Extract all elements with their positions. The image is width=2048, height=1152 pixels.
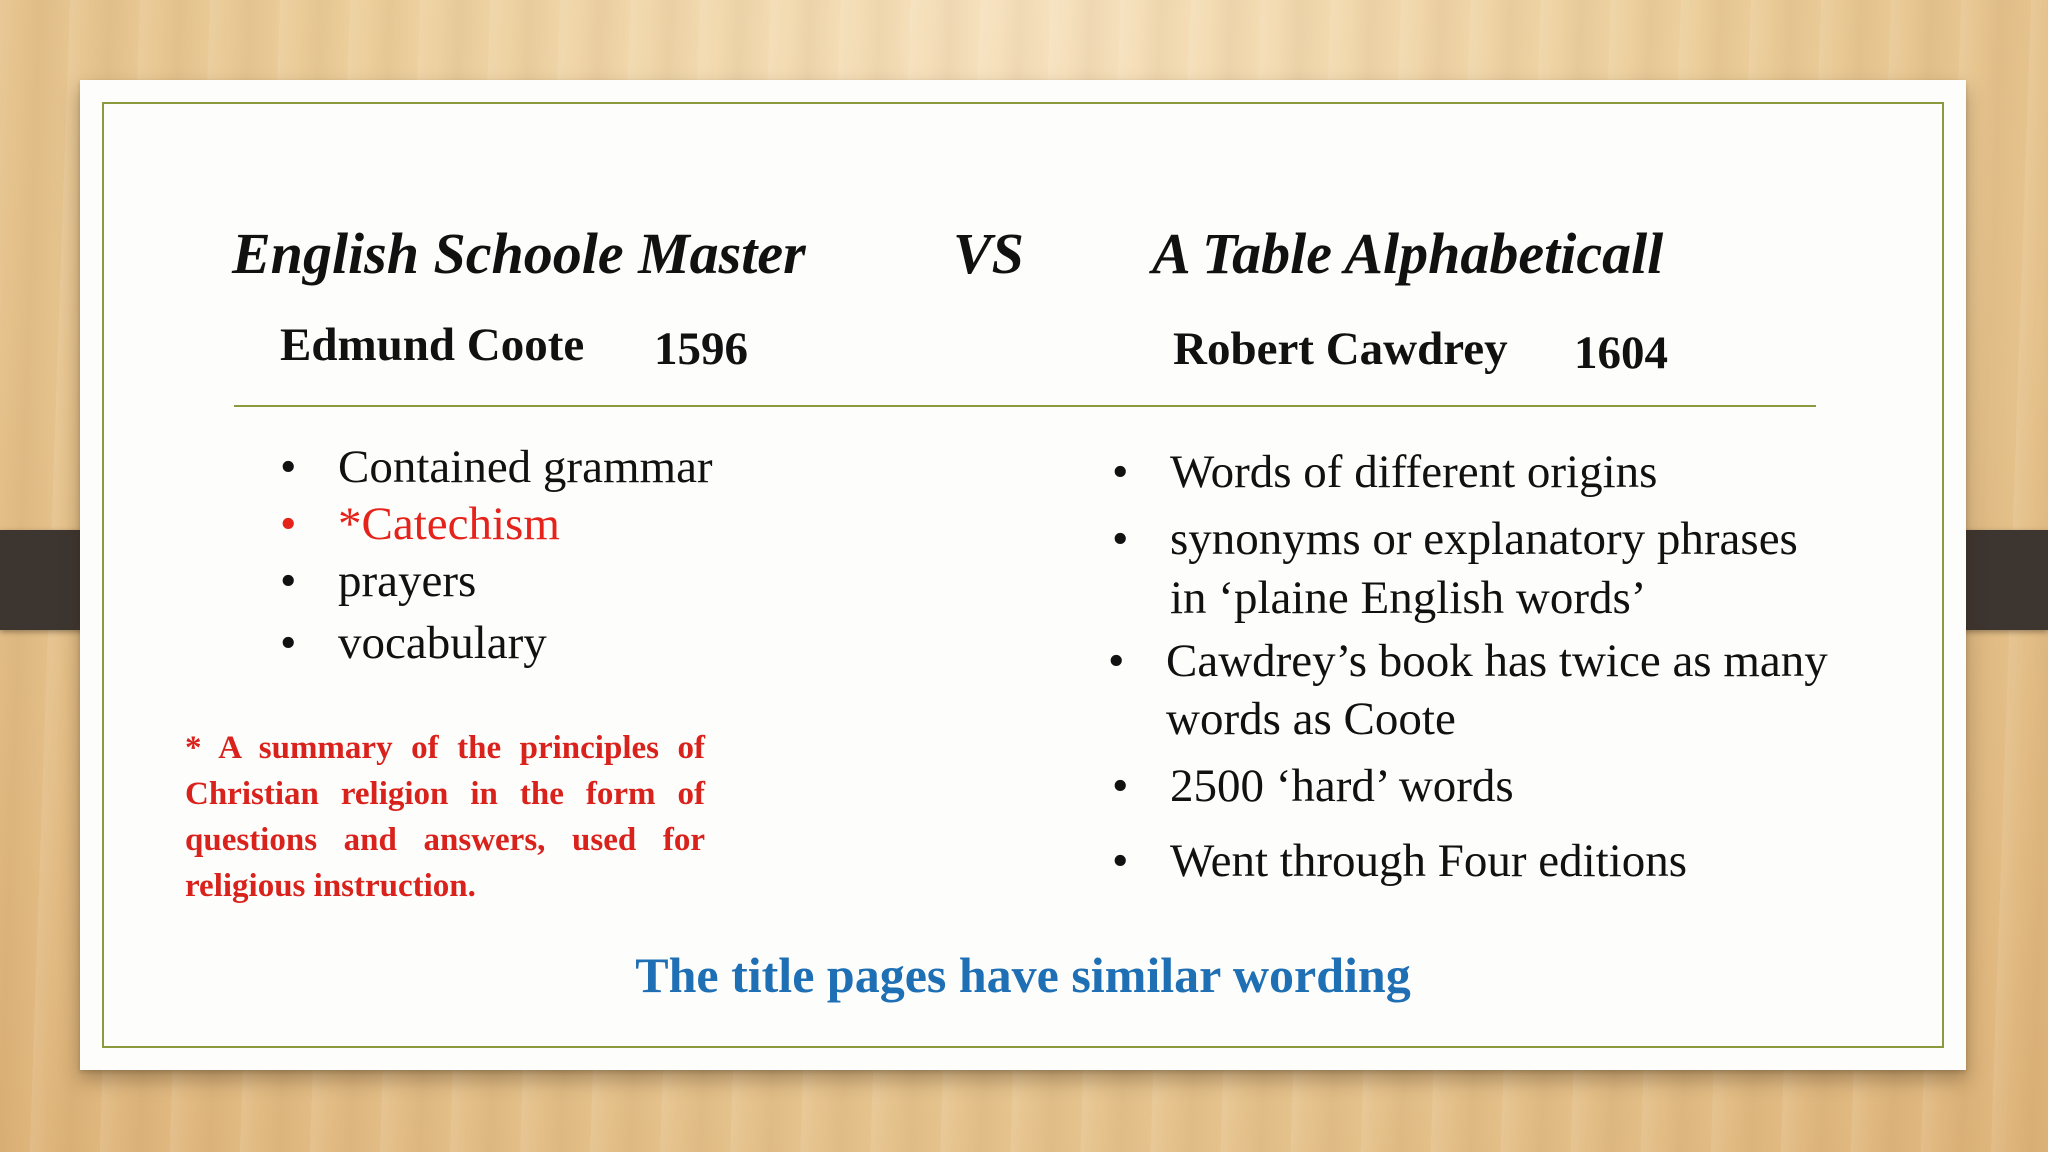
right-year: 1604 <box>1574 327 1668 379</box>
list-item-text: words as Coote <box>1166 693 1456 745</box>
bullet-icon: • <box>280 555 297 607</box>
bullet-icon: • <box>1112 760 1129 812</box>
bullet-icon: • <box>280 617 297 669</box>
list-item-text: 2500 ‘hard’ words <box>1170 760 1514 812</box>
bullet-icon: • <box>1112 513 1129 565</box>
list-item-text: Cawdrey’s book has twice as many <box>1166 635 1828 687</box>
bullet-icon: • <box>280 441 297 493</box>
right-author: Robert Cawdrey <box>1173 323 1508 375</box>
left-book-title: English Schoole Master <box>232 221 806 286</box>
list-item-text: prayers <box>338 555 477 607</box>
left-year: 1596 <box>654 323 748 375</box>
slide-footer: The title pages have similar wording <box>635 947 1411 1003</box>
header-divider <box>234 405 1816 407</box>
bullet-icon: • <box>1112 835 1129 887</box>
list-item-text: in ‘plaine English words’ <box>1170 572 1647 624</box>
bullet-icon: • <box>280 498 297 550</box>
versus-label: VS <box>953 221 1024 286</box>
list-item-text: Contained grammar <box>338 441 713 493</box>
list-item-text: synonyms or explanatory phrases <box>1170 513 1798 565</box>
catechism-footnote: * A summary of the principles of Christian religion in the form of questions and answers, used for religious instruction. <box>185 730 705 904</box>
slide-card <box>80 80 1966 1070</box>
bullet-icon: • <box>1112 446 1129 498</box>
list-item-text: vocabulary <box>338 617 547 669</box>
list-item-text: Words of different origins <box>1170 446 1658 498</box>
list-item-text: Went through Four editions <box>1170 835 1688 887</box>
list-item-text: *Catechism <box>338 498 560 550</box>
left-author: Edmund Coote <box>280 319 585 371</box>
bullet-icon: • <box>1108 635 1125 687</box>
right-book-title: A Table Alphabeticall <box>1152 221 1664 286</box>
